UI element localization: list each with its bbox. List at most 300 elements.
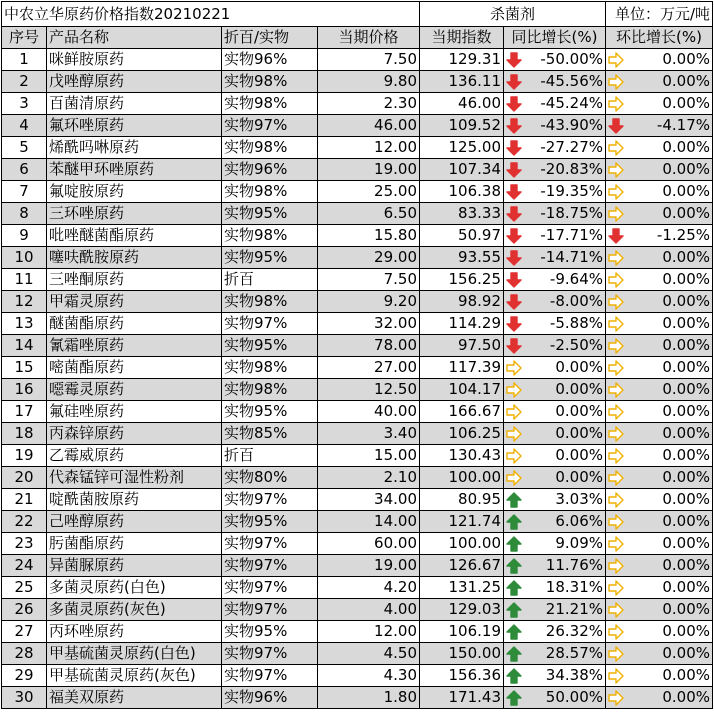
arrow-right-icon [608,74,624,90]
row-seq: 7 [2,181,47,203]
product-name: 氟硅唑原药 [47,401,222,423]
product-spec: 实物97% [222,643,318,665]
mom-value: 0.00% [662,314,710,332]
yoy-cell [504,203,606,225]
arrow-right-icon [608,250,624,266]
product-spec: 实物95% [222,511,318,533]
current-price: 19.00 [318,555,420,577]
yoy-value: 34.38% [545,666,603,684]
current-price: 15.80 [318,225,420,247]
product-name: 乙霉威原药 [47,445,222,467]
product-name: 甲基硫菌灵原药(白色) [47,643,222,665]
mom-cell [606,489,713,511]
arrow-right-icon [608,382,624,398]
mom-value: 0.00% [662,270,710,288]
arrow-right-icon [608,514,624,530]
mom-value: 0.00% [662,160,710,178]
header-price: 当期价格 [318,27,420,49]
table-row [2,181,713,203]
arrow-right-icon [506,426,522,442]
arrow-right-icon [608,140,624,156]
arrow-up-icon [506,624,522,640]
yoy-value: 0.00% [555,402,603,420]
table-row [2,115,713,137]
table-row [2,511,713,533]
mom-cell [606,313,713,335]
product-spec: 实物98% [222,225,318,247]
mom-value: 0.00% [662,490,710,508]
product-name: 氟啶胺原药 [47,181,222,203]
mom-cell [606,269,713,291]
arrow-up-icon [506,646,522,662]
yoy-cell [504,181,606,203]
table-title: 中农立华原药价格指数20210221 [2,2,420,27]
product-spec: 实物95% [222,621,318,643]
arrow-up-icon [506,668,522,684]
table-row [2,467,713,489]
mom-value: 0.00% [662,248,710,266]
mom-cell [606,643,713,665]
arrow-down-icon [506,118,522,134]
product-spec: 实物95% [222,335,318,357]
product-name: 甲基硫菌灵原药(灰色) [47,665,222,687]
arrow-up-icon [506,514,522,530]
row-seq: 22 [2,511,47,533]
current-price: 4.00 [318,599,420,621]
current-price: 9.20 [318,291,420,313]
product-spec: 实物97% [222,533,318,555]
row-seq: 2 [2,71,47,93]
row-seq: 13 [2,313,47,335]
product-spec: 折百 [222,445,318,467]
arrow-down-icon [506,206,522,222]
product-spec: 实物95% [222,203,318,225]
yoy-cell [504,357,606,379]
current-index: 106.25 [420,423,504,445]
row-seq: 3 [2,93,47,115]
header-spec: 折百/实物 [222,27,318,49]
yoy-value: -27.27% [540,138,603,156]
current-index: 131.25 [420,577,504,599]
product-spec: 实物97% [222,115,318,137]
current-price: 4.30 [318,665,420,687]
row-seq: 8 [2,203,47,225]
current-price: 12.00 [318,621,420,643]
arrow-right-icon [608,448,624,464]
yoy-value: 0.00% [555,358,603,376]
current-price: 2.10 [318,467,420,489]
mom-value: 0.00% [662,182,710,200]
arrow-right-icon [608,404,624,420]
mom-cell [606,445,713,467]
yoy-cell [504,423,606,445]
arrow-down-icon [506,96,522,112]
current-index: 126.67 [420,555,504,577]
current-index: 104.17 [420,379,504,401]
product-spec: 实物97% [222,577,318,599]
arrow-right-icon [506,360,522,376]
yoy-value: -43.90% [540,116,603,134]
product-name: 醚菌酯原药 [47,313,222,335]
yoy-cell [504,445,606,467]
mom-cell [606,49,713,71]
mom-value: 0.00% [662,556,710,574]
table-row [2,577,713,599]
mom-value: -4.17% [656,116,710,134]
current-price: 3.40 [318,423,420,445]
product-name: 戊唑醇原药 [47,71,222,93]
row-seq: 10 [2,247,47,269]
mom-cell [606,621,713,643]
yoy-value: 50.00% [545,688,603,706]
yoy-value: -5.88% [549,314,603,332]
row-seq: 23 [2,533,47,555]
yoy-value: 0.00% [555,424,603,442]
arrow-right-icon [608,316,624,332]
product-name: 甲霜灵原药 [47,291,222,313]
product-spec: 实物97% [222,555,318,577]
arrow-right-icon [608,580,624,596]
product-name: 多菌灵原药(白色) [47,577,222,599]
mom-value: 0.00% [662,644,710,662]
header-row [2,27,713,49]
unit-label: 单位：万元/吨 [606,2,713,27]
mom-cell [606,555,713,577]
arrow-down-icon [506,74,522,90]
yoy-cell [504,489,606,511]
title-row [2,2,713,27]
mom-value: 0.00% [662,204,710,222]
arrow-right-icon [608,668,624,684]
arrow-right-icon [608,690,624,706]
table-row [2,379,713,401]
mom-value: 0.00% [662,380,710,398]
yoy-cell [504,621,606,643]
table-row [2,621,713,643]
arrow-right-icon [506,448,522,464]
table-row [2,599,713,621]
mom-value: 0.00% [662,94,710,112]
product-name: 百菌清原药 [47,93,222,115]
product-spec: 实物96% [222,49,318,71]
arrow-right-icon [608,646,624,662]
arrow-up-icon [506,558,522,574]
arrow-right-icon [608,206,624,222]
current-index: 129.31 [420,49,504,71]
mom-cell [606,115,713,137]
header-name: 产品名称 [47,27,222,49]
table-row [2,313,713,335]
arrow-right-icon [608,602,624,618]
product-name: 咪鲜胺原药 [47,49,222,71]
category-label: 杀菌剂 [420,2,606,27]
yoy-value: -19.35% [540,182,603,200]
row-seq: 14 [2,335,47,357]
arrow-right-icon [608,360,624,376]
mom-value: 0.00% [662,688,710,706]
header-mom: 环比增长(%) [606,27,713,49]
table-row [2,555,713,577]
current-index: 83.33 [420,203,504,225]
yoy-cell [504,93,606,115]
product-name: 三唑酮原药 [47,269,222,291]
arrow-up-icon [506,602,522,618]
current-price: 15.00 [318,445,420,467]
current-price: 4.20 [318,577,420,599]
yoy-value: 18.31% [545,578,603,596]
row-seq: 15 [2,357,47,379]
arrow-down-icon [506,162,522,178]
mom-value: 0.00% [662,666,710,684]
mom-cell [606,335,713,357]
yoy-cell [504,49,606,71]
product-spec: 实物98% [222,291,318,313]
header-yoy: 同比增长(%) [504,27,606,49]
yoy-value: -2.50% [549,336,603,354]
current-index: 156.36 [420,665,504,687]
mom-value: 0.00% [662,600,710,618]
yoy-value: -50.00% [540,50,603,68]
row-seq: 11 [2,269,47,291]
current-index: 80.95 [420,489,504,511]
current-index: 117.39 [420,357,504,379]
header-seq: 序号 [2,27,47,49]
table-row [2,687,713,709]
product-name: 丙环唑原药 [47,621,222,643]
product-name: 肟菌酯原药 [47,533,222,555]
yoy-value: -8.00% [549,292,603,310]
table-row [2,71,713,93]
product-spec: 实物95% [222,247,318,269]
arrow-right-icon [608,426,624,442]
product-spec: 实物96% [222,159,318,181]
mom-cell [606,577,713,599]
arrow-down-icon [608,228,624,244]
mom-value: 0.00% [662,336,710,354]
row-seq: 1 [2,49,47,71]
yoy-value: -20.83% [540,160,603,178]
arrow-right-icon [506,382,522,398]
yoy-value: 0.00% [555,468,603,486]
mom-value: 0.00% [662,534,710,552]
yoy-value: 21.21% [545,600,603,618]
mom-cell [606,467,713,489]
current-index: 130.43 [420,445,504,467]
current-index: 100.00 [420,533,504,555]
mom-cell [606,225,713,247]
product-spec: 实物97% [222,313,318,335]
mom-cell [606,181,713,203]
yoy-cell [504,137,606,159]
yoy-value: -45.56% [540,72,603,90]
table-row [2,247,713,269]
arrow-right-icon [608,52,624,68]
arrow-right-icon [506,404,522,420]
table-row [2,225,713,247]
mom-cell [606,533,713,555]
product-name: 啶酰菌胺原药 [47,489,222,511]
mom-value: 0.00% [662,50,710,68]
product-spec: 实物98% [222,357,318,379]
row-seq: 17 [2,401,47,423]
current-index: 50.97 [420,225,504,247]
row-seq: 12 [2,291,47,313]
mom-value: 0.00% [662,402,710,420]
arrow-down-icon [506,140,522,156]
current-price: 32.00 [318,313,420,335]
arrow-right-icon [608,624,624,640]
row-seq: 26 [2,599,47,621]
arrow-right-icon [608,184,624,200]
table-row [2,159,713,181]
current-price: 7.50 [318,269,420,291]
mom-cell [606,379,713,401]
mom-value: 0.00% [662,468,710,486]
current-index: 100.00 [420,467,504,489]
product-spec: 实物98% [222,93,318,115]
yoy-cell [504,379,606,401]
current-index: 150.00 [420,643,504,665]
table-row [2,49,713,71]
current-price: 12.00 [318,137,420,159]
mom-value: 0.00% [662,292,710,310]
table-row [2,643,713,665]
table-row [2,269,713,291]
current-price: 60.00 [318,533,420,555]
current-index: 106.38 [420,181,504,203]
arrow-right-icon [608,558,624,574]
product-spec: 实物80% [222,467,318,489]
product-spec: 折百 [222,269,318,291]
mom-cell [606,93,713,115]
mom-value: 0.00% [662,512,710,530]
product-name: 氰霜唑原药 [47,335,222,357]
current-price: 46.00 [318,115,420,137]
yoy-cell [504,511,606,533]
product-name: 己唑醇原药 [47,511,222,533]
mom-value: 0.00% [662,446,710,464]
current-index: 106.19 [420,621,504,643]
row-seq: 24 [2,555,47,577]
header-index: 当期指数 [420,27,504,49]
product-name: 代森锰锌可湿性粉剂 [47,467,222,489]
product-name: 噻呋酰胺原药 [47,247,222,269]
arrow-right-icon [608,96,624,112]
mom-cell [606,159,713,181]
mom-cell [606,357,713,379]
current-price: 6.50 [318,203,420,225]
yoy-cell [504,643,606,665]
current-index: 136.11 [420,71,504,93]
current-index: 97.50 [420,335,504,357]
mom-value: 0.00% [662,424,710,442]
mom-value: -1.25% [656,226,710,244]
row-seq: 28 [2,643,47,665]
current-price: 4.50 [318,643,420,665]
current-index: 129.03 [420,599,504,621]
arrow-down-icon [608,118,624,134]
yoy-cell [504,71,606,93]
product-spec: 实物98% [222,71,318,93]
product-name: 异菌脲原药 [47,555,222,577]
row-seq: 21 [2,489,47,511]
arrow-right-icon [608,536,624,552]
product-spec: 实物98% [222,379,318,401]
yoy-cell [504,291,606,313]
arrow-down-icon [506,316,522,332]
current-index: 107.34 [420,159,504,181]
current-price: 19.00 [318,159,420,181]
mom-cell [606,665,713,687]
yoy-cell [504,115,606,137]
yoy-value: -14.71% [540,248,603,266]
yoy-cell [504,335,606,357]
current-price: 9.80 [318,71,420,93]
row-seq: 29 [2,665,47,687]
current-index: 125.00 [420,137,504,159]
mom-cell [606,599,713,621]
table-row [2,291,713,313]
current-index: 156.25 [420,269,504,291]
current-price: 40.00 [318,401,420,423]
yoy-cell [504,269,606,291]
current-price: 25.00 [318,181,420,203]
current-price: 12.50 [318,379,420,401]
product-name: 噁霉灵原药 [47,379,222,401]
arrow-down-icon [506,250,522,266]
mom-cell [606,291,713,313]
product-spec: 实物96% [222,687,318,709]
current-index: 109.52 [420,115,504,137]
arrow-down-icon [506,184,522,200]
row-seq: 9 [2,225,47,247]
arrow-down-icon [506,338,522,354]
row-seq: 18 [2,423,47,445]
arrow-down-icon [506,52,522,68]
product-spec: 实物97% [222,489,318,511]
product-name: 苯醚甲环唑原药 [47,159,222,181]
yoy-value: 3.03% [555,490,603,508]
yoy-value: -45.24% [540,94,603,112]
mom-value: 0.00% [662,578,710,596]
yoy-value: -17.71% [540,226,603,244]
yoy-cell [504,533,606,555]
arrow-right-icon [608,294,624,310]
yoy-cell [504,599,606,621]
row-seq: 25 [2,577,47,599]
yoy-cell [504,467,606,489]
product-name: 丙森锌原药 [47,423,222,445]
row-seq: 19 [2,445,47,467]
arrow-up-icon [506,690,522,706]
row-seq: 5 [2,137,47,159]
price-index-table [1,1,713,709]
product-spec: 实物97% [222,665,318,687]
product-spec: 实物95% [222,401,318,423]
arrow-up-icon [506,536,522,552]
yoy-value: -9.64% [549,270,603,288]
row-seq: 30 [2,687,47,709]
yoy-cell [504,225,606,247]
current-price: 14.00 [318,511,420,533]
table-row [2,137,713,159]
yoy-cell [504,687,606,709]
table-row [2,203,713,225]
product-name: 三环唑原药 [47,203,222,225]
yoy-cell [504,555,606,577]
arrow-up-icon [506,492,522,508]
arrow-right-icon [608,162,624,178]
